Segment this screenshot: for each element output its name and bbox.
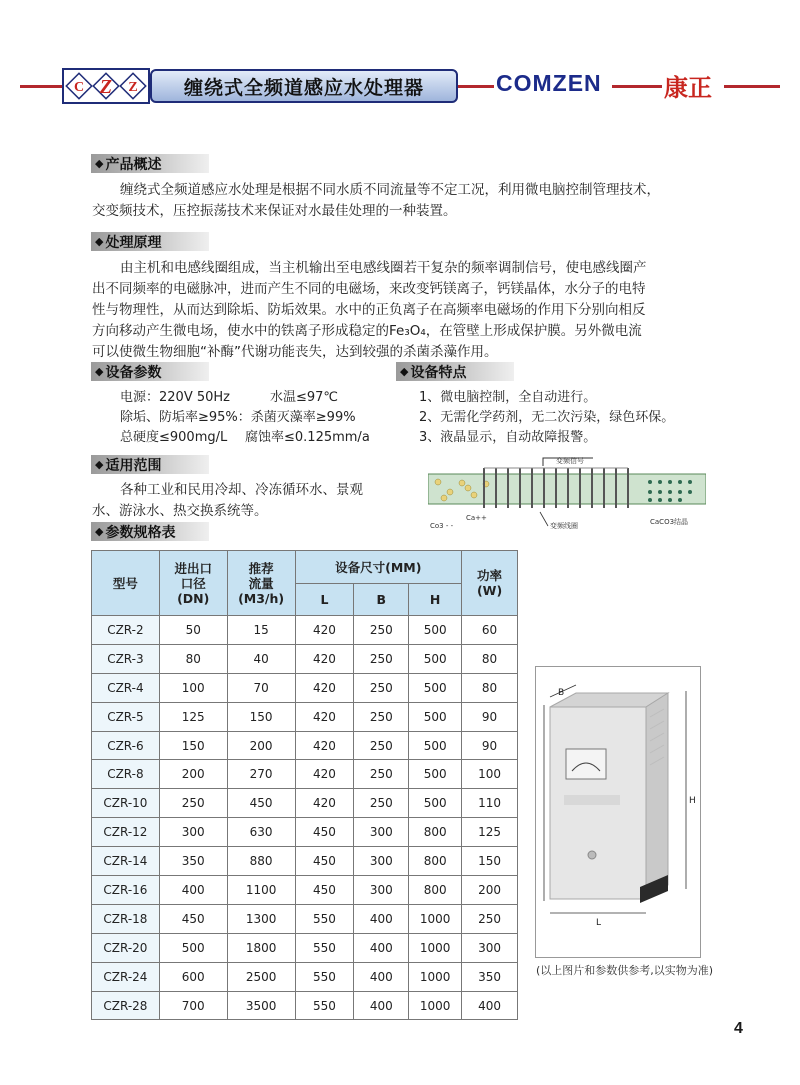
section-scope-heading <box>91 455 209 474</box>
table-cell: 500 <box>159 933 227 962</box>
table-cell: 800 <box>409 847 462 876</box>
table-cell: 1000 <box>409 933 462 962</box>
diagram-label-ca: Ca++ <box>466 514 487 522</box>
col-size-h: H <box>409 584 462 616</box>
table-row <box>92 933 518 962</box>
principle-line: 可以使微生物细胞“补酶”代谢功能丧失，达到较强的杀菌杀藻作用。 <box>92 344 498 360</box>
col-size-b: B <box>354 584 409 616</box>
principle-text <box>92 258 647 363</box>
diagram-label-crystal: CaCO3结晶 <box>650 518 689 526</box>
logo-letter-2: Z <box>99 76 113 98</box>
header-line-left <box>20 85 64 88</box>
section-params-label: 设备参数 <box>105 364 162 381</box>
table-cell: 420 <box>295 616 354 645</box>
table-cell: 350 <box>462 962 518 991</box>
feature-item: 1、微电脑控制，全自动进行。 <box>419 390 597 405</box>
table-cell: 90 <box>462 702 518 731</box>
dim-b-label: B <box>558 688 565 698</box>
table-cell: 200 <box>227 731 295 760</box>
dim-h-label: H <box>689 796 696 806</box>
section-features-label: 设备特点 <box>410 364 467 381</box>
param-power: 电源：220V 50Hz <box>120 390 230 405</box>
table-cell: 450 <box>227 789 295 818</box>
table-cell: 400 <box>462 991 518 1020</box>
table-cell: 250 <box>159 789 227 818</box>
table-cell: 1000 <box>409 904 462 933</box>
table-cell: 600 <box>159 962 227 991</box>
table-cell: 100 <box>159 673 227 702</box>
table-cell: 250 <box>354 616 409 645</box>
table-cell: 1300 <box>227 904 295 933</box>
table-row <box>92 731 518 760</box>
diamond-icon: ◆ <box>95 525 104 538</box>
param-hardness: 总硬度≤900mg/L <box>120 430 228 445</box>
table-cell: 350 <box>159 847 227 876</box>
table-cell: 90 <box>462 731 518 760</box>
table-cell: 420 <box>295 644 354 673</box>
table-cell: 420 <box>295 760 354 789</box>
table-row <box>92 644 518 673</box>
table-row <box>92 760 518 789</box>
feature-item: 2、无需化学药剂，无二次污染，绿色环保。 <box>419 410 675 425</box>
diagram-label-ions: Co3 - - <box>430 522 454 530</box>
principle-line: 出不同频率的电磁脉冲，进而产生不同的电磁场，来改变钙镁离子，钙镁晶体，水分子的电特 <box>92 281 646 297</box>
table-cell: CZR-8 <box>92 760 160 789</box>
col-power: 功率 (W) <box>462 551 518 616</box>
table-cell: CZR-3 <box>92 644 160 673</box>
table-row <box>92 876 518 905</box>
table-cell: 400 <box>354 933 409 962</box>
logo-letter-1: C <box>73 80 85 95</box>
logo-letter-3: Z <box>128 80 138 95</box>
header-line-right-a <box>612 85 662 88</box>
table-row <box>92 904 518 933</box>
principle-line: 性与物理性，从而达到除垢、防垢效果。水中的正负离子在高频率电磁场的作用下分别向相反 <box>92 302 646 318</box>
table-cell: 500 <box>409 616 462 645</box>
table-cell: 270 <box>227 760 295 789</box>
table-cell: 250 <box>462 904 518 933</box>
diagram-label-coil: 变频线圈 <box>550 522 578 530</box>
table-cell: 1000 <box>409 962 462 991</box>
table-cell: CZR-24 <box>92 962 160 991</box>
table-row <box>92 616 518 645</box>
col-dn: 进出口 口径 (DN) <box>159 551 227 616</box>
table-row <box>92 818 518 847</box>
table-cell: CZR-12 <box>92 818 160 847</box>
table-cell: 200 <box>159 760 227 789</box>
table-cell: 420 <box>295 731 354 760</box>
header-line-right-b <box>724 85 780 88</box>
section-overview-label: 产品概述 <box>105 156 162 173</box>
table-cell: CZR-20 <box>92 933 160 962</box>
table-row <box>92 991 518 1020</box>
table-cell: 500 <box>409 731 462 760</box>
table-cell: 550 <box>295 933 354 962</box>
table-cell: 1000 <box>409 991 462 1020</box>
col-size-l: L <box>295 584 354 616</box>
table-cell: 3500 <box>227 991 295 1020</box>
table-cell: 800 <box>409 876 462 905</box>
table-cell: CZR-6 <box>92 731 160 760</box>
spec-table <box>91 550 518 1020</box>
company-logo <box>62 68 150 104</box>
table-row <box>92 847 518 876</box>
table-cell: 420 <box>295 702 354 731</box>
overview-line: 缠绕式全频道感应水处理是根据不同水质不同流量等不定工况，利用微电脑控制管理技术， <box>120 182 660 198</box>
table-cell: 500 <box>409 702 462 731</box>
table-cell: 400 <box>354 962 409 991</box>
table-cell: 300 <box>462 933 518 962</box>
table-cell: CZR-10 <box>92 789 160 818</box>
col-flow: 推荐 流量 (M3/h) <box>227 551 295 616</box>
overview-line: 交变频技术，压控振荡技术来保证对水最佳处理的一种装置。 <box>92 203 457 219</box>
overview-text <box>92 180 660 222</box>
dim-l-label: L <box>596 918 602 928</box>
table-cell: 550 <box>295 904 354 933</box>
table-cell: 500 <box>409 789 462 818</box>
photo-caption: (以上图片和参数供参考,以实物为准) <box>536 964 714 977</box>
table-cell: CZR-5 <box>92 702 160 731</box>
table-cell: 150 <box>462 847 518 876</box>
table-cell: 420 <box>295 789 354 818</box>
section-features-heading <box>396 362 514 381</box>
scope-line: 各种工业和民用冷却、冷冻循环水、景观 <box>120 482 363 498</box>
table-cell: 125 <box>159 702 227 731</box>
table-row <box>92 702 518 731</box>
table-cell: 250 <box>354 673 409 702</box>
brand-english: COMZEN <box>496 70 602 96</box>
param-water-temp: 水温≤97℃ <box>270 390 339 405</box>
diamond-icon: ◆ <box>95 235 104 248</box>
table-cell: 2500 <box>227 962 295 991</box>
diagram-label-signal: 变频信号 <box>556 457 584 465</box>
section-table-heading <box>91 522 209 541</box>
table-cell: 400 <box>354 991 409 1020</box>
scope-text <box>92 480 363 522</box>
table-cell: 80 <box>462 644 518 673</box>
table-cell: 15 <box>227 616 295 645</box>
section-overview-heading <box>91 154 209 173</box>
table-cell: 500 <box>409 760 462 789</box>
table-cell: 400 <box>159 876 227 905</box>
table-cell: 80 <box>462 673 518 702</box>
diamond-icon: ◆ <box>95 365 104 378</box>
table-row <box>92 673 518 702</box>
table-cell: 630 <box>227 818 295 847</box>
section-principle-heading <box>91 232 209 251</box>
table-cell: 300 <box>159 818 227 847</box>
principle-line: 由主机和电感线圈组成，当主机输出至电感线圈若干复杂的频率调制信号，使电感线圈产 <box>120 260 647 276</box>
table-cell: 300 <box>354 876 409 905</box>
table-cell: 100 <box>462 760 518 789</box>
table-cell: 450 <box>159 904 227 933</box>
table-cell: 250 <box>354 789 409 818</box>
table-cell: 300 <box>354 847 409 876</box>
table-cell: 250 <box>354 760 409 789</box>
table-cell: 700 <box>159 991 227 1020</box>
table-cell: 50 <box>159 616 227 645</box>
table-cell: 60 <box>462 616 518 645</box>
table-cell: 250 <box>354 702 409 731</box>
table-cell: 70 <box>227 673 295 702</box>
table-cell: 500 <box>409 644 462 673</box>
section-principle-label: 处理原理 <box>105 234 162 251</box>
table-cell: 110 <box>462 789 518 818</box>
param-corrosion: 腐蚀率≤0.125mm/a <box>245 430 370 445</box>
table-cell: 450 <box>295 876 354 905</box>
table-cell: CZR-4 <box>92 673 160 702</box>
table-cell: CZR-2 <box>92 616 160 645</box>
header-line-mid <box>458 85 494 88</box>
table-cell: 80 <box>159 644 227 673</box>
table-cell: CZR-16 <box>92 876 160 905</box>
table-cell: 150 <box>159 731 227 760</box>
page-title: 缠绕式全频道感应水处理器 <box>150 69 458 103</box>
section-table-label: 参数规格表 <box>105 524 176 541</box>
table-cell: 300 <box>354 818 409 847</box>
feature-item: 3、液晶显示，自动故障报警。 <box>419 430 597 445</box>
principle-line: 方向移动产生微电场，使水中的铁离子形成稳定的Fe₃O₄，在管壁上形成保护膜。另外微电流 <box>92 323 642 339</box>
table-cell: 250 <box>354 644 409 673</box>
col-model: 型号 <box>92 551 160 616</box>
table-cell: 450 <box>295 818 354 847</box>
table-cell: CZR-28 <box>92 991 160 1020</box>
table-cell: 450 <box>295 847 354 876</box>
table-cell: 125 <box>462 818 518 847</box>
table-cell: 550 <box>295 991 354 1020</box>
scope-line: 水、游泳水、热交换系统等。 <box>92 503 268 519</box>
table-cell: 250 <box>354 731 409 760</box>
table-cell: CZR-18 <box>92 904 160 933</box>
table-cell: 500 <box>409 673 462 702</box>
section-params-heading <box>91 362 209 381</box>
diamond-icon: ◆ <box>95 157 104 170</box>
product-photo <box>535 666 701 958</box>
section-scope-label: 适用范围 <box>105 457 162 474</box>
table-cell: 1800 <box>227 933 295 962</box>
brand-chinese: 康正 <box>664 73 712 102</box>
table-cell: 150 <box>227 702 295 731</box>
table-cell: 880 <box>227 847 295 876</box>
table-cell: 800 <box>409 818 462 847</box>
table-cell: 1100 <box>227 876 295 905</box>
col-size: 设备尺寸(MM) <box>295 551 462 584</box>
params-list <box>120 388 370 448</box>
table-cell: 40 <box>227 644 295 673</box>
table-row <box>92 962 518 991</box>
table-cell: 200 <box>462 876 518 905</box>
diamond-icon: ◆ <box>95 458 104 471</box>
diamond-icon: ◆ <box>400 365 409 378</box>
table-row <box>92 789 518 818</box>
table-cell: 550 <box>295 962 354 991</box>
table-cell: 420 <box>295 673 354 702</box>
param-descale-rate: 除垢、防垢率≥95%：杀菌灭藻率≥99% <box>120 410 356 425</box>
table-cell: 400 <box>354 904 409 933</box>
page-number: 4 <box>734 1020 743 1037</box>
table-cell: CZR-14 <box>92 847 160 876</box>
coil-pipe-diagram <box>428 454 706 534</box>
features-list <box>419 388 674 448</box>
